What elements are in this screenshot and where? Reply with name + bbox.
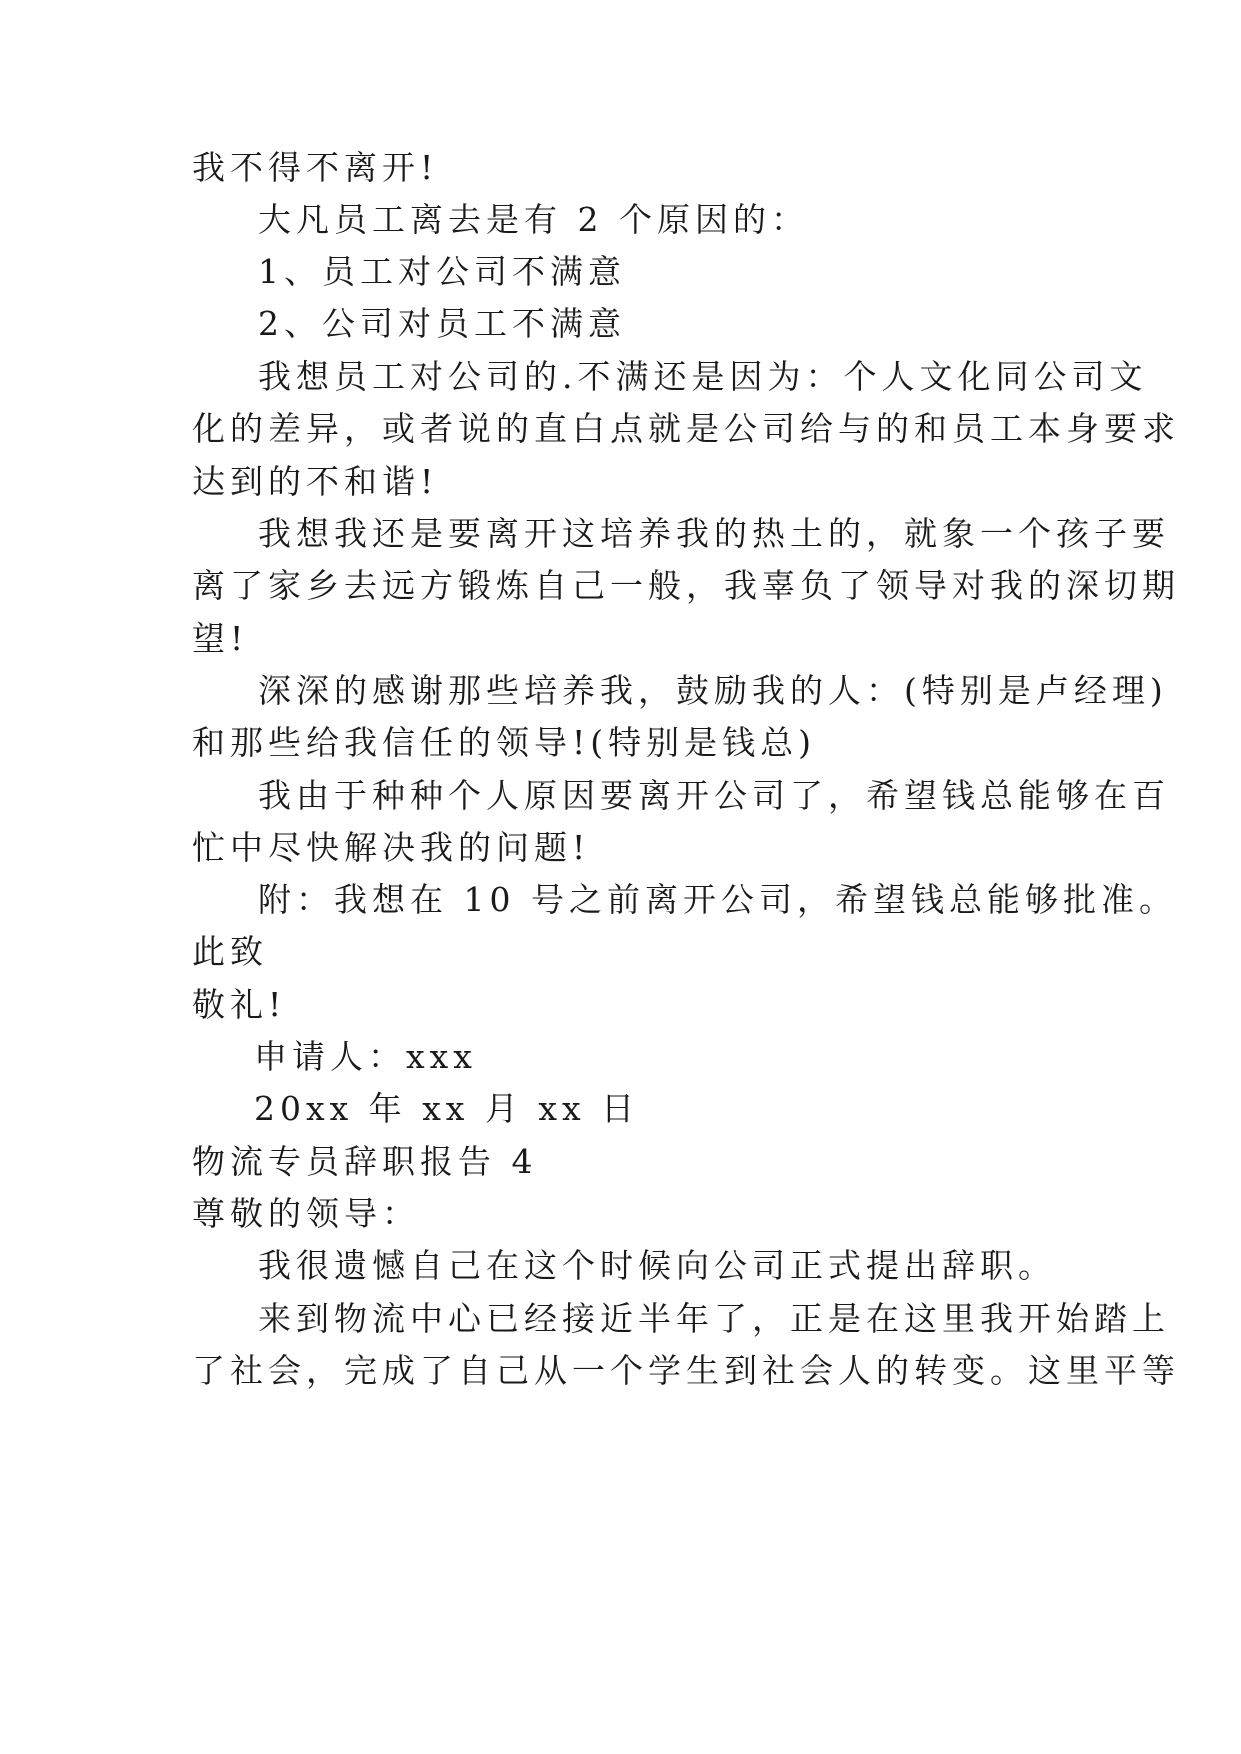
body-line: 我想我还是要离开这培养我的热土的，就象一个孩子要 xyxy=(258,514,1170,553)
body-line: 了社会，完成了自己从一个学生到社会人的转变。这里平等 xyxy=(192,1351,1180,1390)
body-line: 忙中尽快解决我的问题! xyxy=(192,828,591,867)
body-line: 望! xyxy=(192,619,249,658)
body-line: 我不得不离开! xyxy=(192,148,439,187)
body-line: 和那些给我信任的领导!(特别是钱总) xyxy=(192,723,817,762)
body-line: 来到物流中心已经接近半年了，正是在这里我开始踏上 xyxy=(258,1299,1170,1338)
body-line: 达到的不和谐! xyxy=(192,462,439,501)
closing-regards: 敬礼! xyxy=(192,985,287,1024)
body-line: 我很遗憾自己在这个时候向公司正式提出辞职。 xyxy=(258,1246,1056,1285)
closing-salutation: 此致 xyxy=(192,932,268,971)
applicant-signature: 申请人：xxx xyxy=(254,1037,477,1076)
body-line: 我由于种种个人原因要离开公司了，希望钱总能够在百 xyxy=(258,776,1170,815)
greeting: 尊敬的领导： xyxy=(192,1194,420,1233)
body-line: 化的差异，或者说的直白点就是公司给与的和员工本身要求 xyxy=(192,409,1180,448)
section-title: 物流专员辞职报告 4 xyxy=(192,1142,538,1181)
list-item: 1、员工对公司不满意 xyxy=(258,252,626,291)
body-line: 附：我想在 10 号之前离开公司，希望钱总能够批准。 xyxy=(258,880,1177,919)
list-item: 2、公司对员工不满意 xyxy=(258,304,626,343)
body-line: 深深的感谢那些培养我，鼓励我的人：(特别是卢经理) xyxy=(258,671,1168,710)
body-line: 离了家乡去远方锻炼自己一般，我辜负了领导对我的深切期 xyxy=(192,566,1180,605)
body-line: 我想员工对公司的.不满还是因为：个人文化同公司文 xyxy=(258,357,1148,396)
signature-date: 20xx 年 xx 月 xx 日 xyxy=(254,1089,640,1128)
body-line: 大凡员工离去是有 2 个原因的： xyxy=(258,200,809,239)
